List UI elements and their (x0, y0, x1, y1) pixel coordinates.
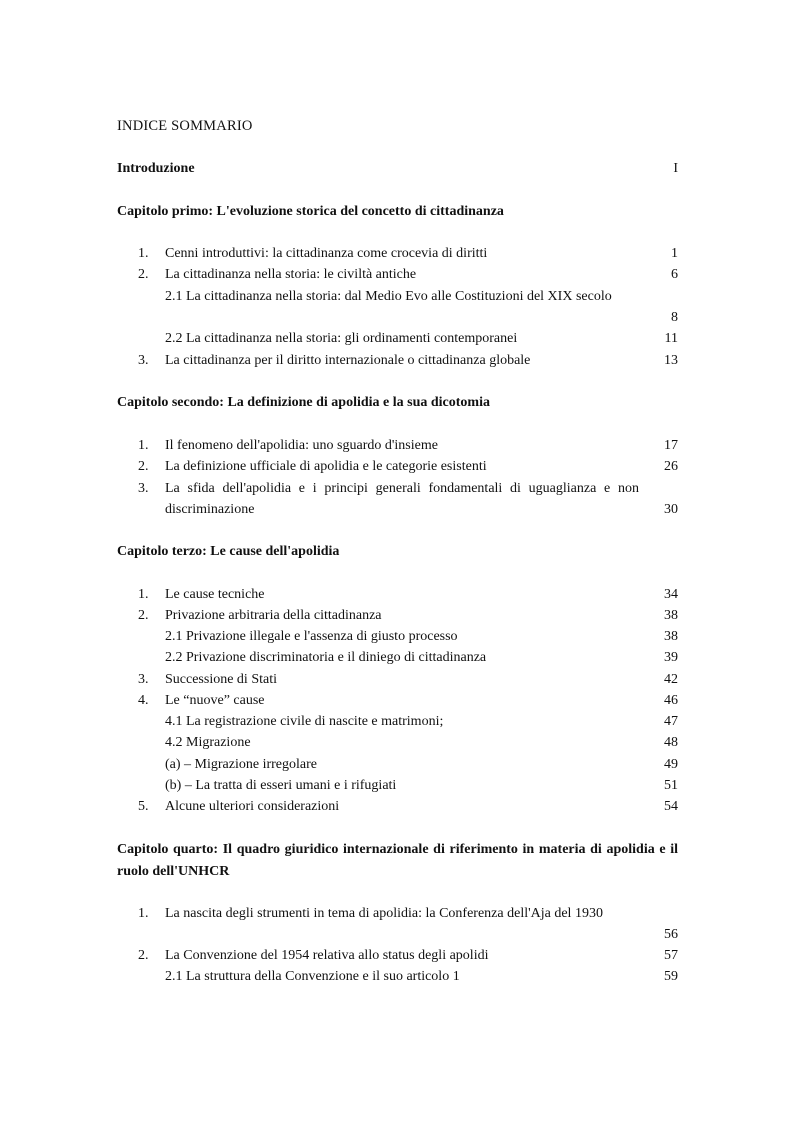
entry-text: Successione di Stati (165, 672, 277, 687)
entry-number: 1. (138, 246, 149, 261)
entry-text: (a) – Migrazione irregolare (165, 757, 317, 772)
entry-number: 2. (138, 267, 149, 282)
entry-number: 3. (138, 353, 149, 368)
entry-text: 2.1 La struttura della Convenzione e il suo articolo 1 (165, 969, 460, 984)
toc-entry (117, 478, 678, 520)
toc-entry (117, 456, 678, 477)
entry-page: 34 (664, 587, 678, 602)
entry-number: 1. (138, 438, 149, 453)
entry-text: Il fenomeno dell'apolidia: uno sguardo d'insieme (165, 438, 438, 453)
entry-number: 3. (138, 481, 149, 496)
chapter-heading-4: Capitolo quarto: Il quadro giuridico internazionale di riferimento in materia di apolidia e il ruolo dell'UNHCR (117, 842, 678, 879)
entry-page: 46 (664, 693, 678, 708)
entry-page: 26 (664, 459, 678, 474)
entry-page: 30 (664, 502, 678, 517)
chapter-heading-3: Capitolo terzo: Le cause dell'apolidia (117, 544, 340, 559)
entry-page: 38 (664, 608, 678, 623)
toc-entry (117, 945, 678, 966)
toc-entry (117, 328, 678, 349)
toc-entry (117, 350, 678, 371)
entry-number: 2. (138, 608, 149, 623)
toc-entry (117, 903, 678, 945)
entry-page: 56 (664, 927, 678, 942)
entry-text: 4.2 Migrazione (165, 735, 251, 750)
introduction-page: I (673, 161, 678, 176)
entry-number: 2. (138, 948, 149, 963)
toc-entry (117, 243, 678, 264)
entry-text: Cenni introduttivi: la cittadinanza come crocevia di diritti (165, 246, 488, 261)
introduction-label: Introduzione (117, 161, 195, 176)
entry-page: 54 (664, 799, 678, 814)
entry-text: Le cause tecniche (165, 587, 265, 602)
entry-number: 5. (138, 799, 149, 814)
entry-text: La sfida dell'apolidia e i principi generali fondamentali di uguaglianza e non discriminazione (165, 481, 639, 517)
entry-text: La Convenzione del 1954 relativa allo status degli apolidi (165, 948, 489, 963)
toc-entry (117, 732, 678, 753)
chapter-heading-1: Capitolo primo: L'evoluzione storica del concetto di cittadinanza (117, 204, 504, 219)
entry-text: 2.2 Privazione discriminatoria e il diniego di cittadinanza (165, 650, 487, 665)
entry-page: 51 (664, 778, 678, 793)
toc-entry (117, 286, 678, 328)
entry-text: 4.1 La registrazione civile di nascite e matrimoni; (165, 714, 444, 729)
toc-entry (117, 435, 678, 456)
entry-text: La nascita degli strumenti in tema di apolidia: la Conferenza dell'Aja del 1930 (165, 906, 603, 921)
toc-entry (117, 796, 678, 817)
entry-page: 49 (664, 757, 678, 772)
toc-entry (117, 690, 678, 711)
toc-entry (117, 647, 678, 668)
toc-entry (117, 626, 678, 647)
entry-page: 17 (664, 438, 678, 453)
entry-page: 39 (664, 650, 678, 665)
entry-number: 4. (138, 693, 149, 708)
entry-page: 42 (664, 672, 678, 687)
entry-text: 2.1 La cittadinanza nella storia: dal Medio Evo alle Costituzioni del XIX secolo (165, 289, 612, 304)
entry-number: 1. (138, 587, 149, 602)
toc-entry (117, 966, 678, 987)
entry-number: 3. (138, 672, 149, 687)
entry-page: 13 (664, 353, 678, 368)
entry-text: 2.1 Privazione illegale e l'assenza di giusto processo (165, 629, 458, 644)
entry-page: 48 (664, 735, 678, 750)
entry-text: 2.2 La cittadinanza nella storia: gli ordinamenti contemporanei (165, 331, 518, 346)
entry-page: 38 (664, 629, 678, 644)
entry-text: Privazione arbitraria della cittadinanza (165, 608, 382, 623)
entry-text: Alcune ulteriori considerazioni (165, 799, 340, 814)
entry-text: La cittadinanza per il diritto internazionale o cittadinanza globale (165, 353, 531, 368)
entry-number: 2. (138, 459, 149, 474)
toc-entry (117, 775, 678, 796)
entry-page: 11 (664, 331, 678, 346)
entry-text: (b) – La tratta di esseri umani e i rifugiati (165, 778, 397, 793)
toc-entry (117, 754, 678, 775)
toc-entry (117, 584, 678, 605)
entry-text: Le “nuove” cause (165, 693, 265, 708)
entry-page: 8 (671, 310, 678, 325)
toc-entry (117, 605, 678, 626)
toc-introduction (117, 158, 678, 180)
chapter-heading-2: Capitolo secondo: La definizione di apolidia e la sua dicotomia (117, 395, 490, 410)
toc-entry (117, 264, 678, 285)
entry-page: 6 (671, 267, 678, 282)
entry-text: La cittadinanza nella storia: le civiltà antiche (165, 267, 417, 282)
toc-entry (117, 669, 678, 690)
entry-page: 1 (671, 246, 678, 261)
entry-page: 57 (664, 948, 678, 963)
entry-page: 47 (664, 714, 678, 729)
page-title: INDICE SOMMARIO (117, 118, 253, 134)
entry-number: 1. (138, 906, 149, 921)
entry-page: 59 (664, 969, 678, 984)
toc-entry (117, 711, 678, 732)
entry-text: La definizione ufficiale di apolidia e le categorie esistenti (165, 459, 487, 474)
